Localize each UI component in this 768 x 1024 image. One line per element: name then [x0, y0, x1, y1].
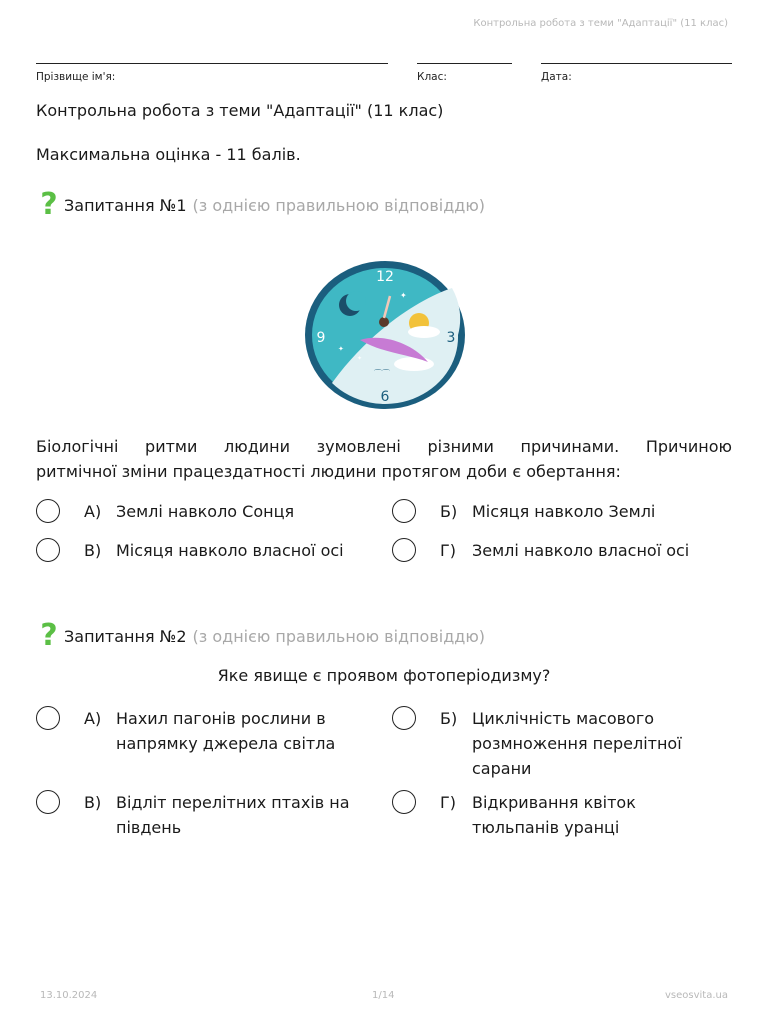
q1-option-d-radio[interactable] [392, 538, 416, 562]
option-text: Місяця навколо Землі [472, 502, 656, 521]
class-line [417, 63, 512, 64]
q2-option-c[interactable] [36, 790, 356, 840]
option-text: Землі навколо Сонця [116, 502, 295, 521]
name-label: Прізвище ім'я: [36, 71, 116, 83]
question-1-label: Запитання №1 [64, 195, 187, 215]
option-letter: Б) [440, 502, 458, 521]
option-letter: Г) [440, 793, 456, 812]
option-letter: Г) [440, 541, 456, 560]
q2-option-d[interactable] [392, 790, 712, 840]
q2-option-a-radio[interactable] [36, 706, 60, 730]
clock-number-3: 3 [446, 330, 456, 346]
footer-site: vseosvita.ua [665, 990, 728, 1001]
class-label: Клас: [417, 71, 447, 83]
q1-option-d[interactable] [392, 538, 712, 563]
max-score: Максимальна оцінка - 11 балів. [36, 145, 301, 164]
svg-text:✦: ✦ [400, 291, 407, 300]
q1-option-c-radio[interactable] [36, 538, 60, 562]
question-1-type: (з однією правильною відповіддю) [192, 195, 486, 215]
q2-option-b-radio[interactable] [392, 706, 416, 730]
q2-option-b[interactable] [392, 706, 712, 781]
svg-text:✦: ✦ [338, 345, 344, 353]
q2-option-a[interactable] [36, 706, 356, 756]
q1-option-a-radio[interactable] [36, 499, 60, 523]
option-text: Відліт перелітних птахів на південь [116, 793, 350, 837]
q1-option-b-radio[interactable] [392, 499, 416, 523]
question-1-header [36, 187, 486, 222]
option-letter: Б) [440, 709, 458, 728]
q1-option-b[interactable] [392, 499, 712, 524]
option-text: Землі навколо власної осі [472, 541, 690, 560]
option-letter: В) [84, 541, 102, 560]
question-1-text-line-1: Біологічні ритми людини зумовлені різними причинами. Причиною [36, 437, 732, 456]
name-line [36, 63, 388, 64]
option-letter: А) [84, 502, 102, 521]
clock-illustration [302, 258, 468, 412]
date-line [541, 63, 732, 64]
question-mark-icon: ? [40, 618, 58, 653]
date-label: Дата: [541, 71, 572, 83]
question-2-text: Яке явище є проявом фотоперіодизму? [217, 666, 551, 685]
option-letter: В) [84, 793, 102, 812]
question-mark-icon: ? [40, 187, 58, 222]
cloud-icon [408, 326, 440, 338]
clock-number-12: 12 [376, 269, 394, 285]
header-doc-title: Контрольна робота з теми "Адаптації" (11 клас) [473, 18, 728, 29]
question-2-type: (з однією правильною відповіддю) [192, 626, 486, 646]
q2-option-d-radio[interactable] [392, 790, 416, 814]
question-1-text [36, 434, 732, 484]
q1-option-c[interactable] [36, 538, 356, 563]
footer-date: 13.10.2024 [40, 990, 98, 1001]
clock-number-9: 9 [316, 330, 326, 346]
q2-option-c-radio[interactable] [36, 790, 60, 814]
footer-page-number: 1/14 [372, 990, 395, 1001]
page-title: Контрольна робота з теми "Адаптації" (11 клас) [36, 101, 444, 120]
svg-text:⌒⌒: ⌒⌒ [374, 369, 390, 378]
option-text: Місяця навколо власної осі [116, 541, 344, 560]
question-2-label: Запитання №2 [64, 626, 187, 646]
option-text: Відкривання квіток тюльпанів уранці [472, 793, 636, 837]
svg-text:✦: ✦ [357, 355, 363, 362]
q1-option-a[interactable] [36, 499, 356, 524]
option-text: Нахил пагонів рослини в напрямку джерела світла [116, 709, 336, 753]
option-letter: А) [84, 709, 102, 728]
question-1-text-line-2: ритмічної зміни працездатності людини протягом доби є обертання: [36, 462, 621, 481]
clock-number-6: 6 [380, 389, 390, 405]
option-text: Циклічність масового розмноження перелітної сарани [472, 709, 682, 778]
question-2-header [36, 618, 486, 653]
